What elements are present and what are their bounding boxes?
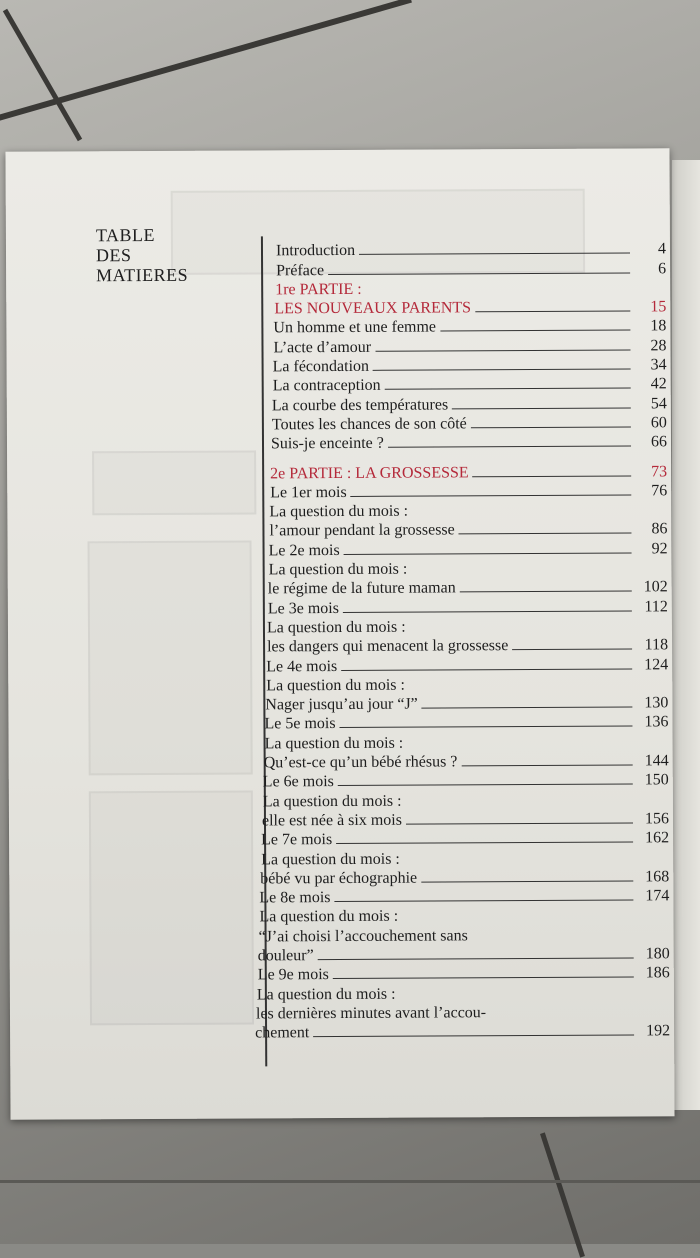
toc-entry-title: elle est née à six mois	[262, 812, 402, 830]
toc-entry	[247, 480, 667, 501]
toc-entry	[250, 962, 670, 983]
toc-entry-title: bébé vu par échographie	[260, 869, 417, 887]
toc-leader-line	[461, 764, 632, 766]
toc-leader-line	[472, 939, 634, 940]
toc-entry-page: 168	[639, 868, 669, 885]
toc-entry-page: 130	[638, 694, 668, 711]
toc-entry-page: 144	[639, 752, 669, 769]
toc-entry	[247, 393, 667, 414]
toc-entry-title: Préface	[276, 262, 324, 279]
toc-entry	[248, 557, 668, 578]
toc-entry-title: La question du mois :	[259, 908, 398, 926]
toc-leader-line	[373, 369, 631, 371]
toc-leader-line	[409, 688, 632, 689]
toc-entry	[248, 615, 668, 636]
toc-entry-title: les dangers qui menacent la grossesse	[267, 637, 508, 655]
toc-entry-title: Le 9e mois	[258, 966, 329, 983]
toc-entry-title: La question du mois :	[266, 676, 405, 694]
toc-entry-page: 102	[638, 579, 668, 596]
toc-entry-title: La fécondation	[273, 358, 369, 376]
toc-entry	[249, 769, 669, 790]
toc-leader-line	[340, 726, 633, 729]
toc-entry-page: 156	[639, 810, 669, 827]
tile-grout	[0, 1180, 700, 1183]
toc-entry-title: Le 7e mois	[261, 831, 332, 848]
toc-entry	[246, 315, 666, 336]
toc-leader-line	[338, 784, 633, 787]
toc-entry	[249, 750, 669, 771]
toc-entry	[248, 596, 668, 617]
toc-leader-line	[421, 880, 633, 882]
toc-entry	[247, 518, 667, 539]
toc-leader-line	[471, 426, 631, 428]
toc-entry	[249, 846, 669, 867]
toc-leader-line	[375, 349, 630, 351]
toc-leader-line	[512, 649, 632, 651]
toc-leader-line	[402, 920, 633, 921]
toc-entry	[246, 335, 666, 356]
toc-entry	[247, 499, 667, 520]
toc-entry-title: Le 3e mois	[268, 600, 339, 617]
toc-entry-page: 34	[637, 356, 667, 373]
page-edge	[672, 160, 700, 1110]
toc-entry-page: 92	[638, 540, 668, 557]
toc-entry-title: Le 4e mois	[266, 658, 337, 675]
toc-entry	[250, 1020, 670, 1041]
toc-leader-line	[410, 630, 632, 631]
toc-entry-page: 66	[637, 434, 667, 451]
toc-entry-title: La courbe des températures	[272, 396, 448, 414]
toc-entry	[249, 827, 669, 848]
toc-entry-page: 162	[639, 829, 669, 846]
toc-entry-title: Le 6e mois	[263, 773, 334, 790]
toc-entry-title: La question du mois :	[257, 985, 396, 1003]
toc-leader-line	[328, 272, 630, 275]
toc-entry-title: Le 1er mois	[270, 484, 347, 501]
toc-entry-page: 186	[640, 965, 670, 982]
toc-leader-line	[318, 957, 634, 960]
toc-entry-title: La question du mois :	[267, 619, 406, 637]
toc-entry-page: 54	[637, 395, 667, 412]
toc-entry-title: Le 2e mois	[269, 542, 340, 559]
show-through-image	[89, 790, 254, 1025]
toc-leader-line	[411, 573, 631, 574]
toc-entry-page: 4	[636, 241, 666, 258]
toc-leader-line	[406, 804, 633, 805]
toc-entry-page: 174	[639, 887, 669, 904]
toc-entry	[247, 373, 667, 394]
toc-entry-title: L’acte d’amour	[273, 339, 371, 357]
toc-leader-line	[490, 1016, 634, 1017]
show-through-image	[92, 450, 256, 515]
toc-leader-line	[388, 446, 631, 448]
toc-leader-line	[406, 822, 633, 824]
toc-leader-line	[366, 292, 631, 293]
toc-entry-title: l’amour pendant la grossesse	[269, 522, 454, 540]
toc-leader-line	[351, 494, 632, 496]
toc-entry-title: Le 8e mois	[259, 889, 330, 906]
toc-leader-line	[333, 977, 634, 980]
toc-entry-title: LES NOUVEAUX PARENTS	[274, 299, 471, 317]
toc-leader-line	[336, 842, 633, 845]
toc-entry	[248, 634, 668, 655]
toc-entry	[246, 238, 666, 259]
toc-entry	[248, 654, 668, 675]
toc-leader-line	[475, 311, 630, 313]
toc-entry-page: 150	[639, 772, 669, 789]
toc-entry-page: 192	[640, 1022, 670, 1039]
show-through-image	[88, 540, 253, 775]
toc-entry	[248, 673, 668, 694]
toc-leader-line	[452, 407, 631, 409]
toc-entry	[250, 982, 670, 1003]
toc-leader-line	[412, 515, 631, 516]
toc-leader-line	[422, 707, 633, 709]
toc-entry	[250, 1001, 670, 1022]
toc-entry	[246, 277, 666, 298]
toc-entry-title: Le 5e mois	[264, 715, 335, 732]
toc-entry-title: 2e PARTIE : LA GROSSESSE	[270, 464, 469, 482]
toc-entry	[248, 711, 668, 732]
toc-entry-title: La question du mois :	[269, 503, 408, 521]
toc-entry-title: 1re PARTIE :	[275, 281, 362, 298]
toc-entry-page: 18	[636, 318, 666, 335]
toc-entry-title: La question du mois :	[269, 561, 408, 579]
toc-entry	[247, 354, 667, 375]
toc-entry-page: 6	[636, 260, 666, 277]
toc-heading-line: MATIERES	[96, 265, 188, 285]
toc-entry-page: 76	[637, 482, 667, 499]
toc-entry-page: 15	[636, 298, 666, 315]
toc-entry	[248, 692, 668, 713]
toc-entry-title: les dernières minutes avant l’accou-	[256, 1004, 486, 1022]
toc-entry-title: Un homme et une femme	[273, 319, 436, 337]
toc-leader-line	[343, 610, 632, 613]
toc-entry	[249, 866, 669, 887]
toc-leader-line	[459, 533, 632, 535]
toc-entry-page: 124	[638, 656, 668, 673]
toc-entry	[249, 904, 669, 925]
toc-entry	[246, 258, 666, 279]
toc-entry	[249, 808, 669, 829]
toc-leader-line	[460, 591, 632, 593]
toc-entry-page: 118	[638, 637, 668, 654]
toc-leader-line	[359, 253, 630, 255]
toc-entry-page: 28	[636, 337, 666, 354]
toc-entry-title: La question du mois :	[263, 792, 402, 810]
toc-entry-title: “J’ai choisi l’accouchement sans	[259, 927, 468, 945]
toc-entry-page: 112	[638, 598, 668, 615]
toc-entry-page: 60	[637, 414, 667, 431]
toc-heading	[96, 225, 188, 285]
toc-entry-page: 136	[638, 714, 668, 731]
toc-entry-title: le régime de la future maman	[268, 580, 456, 598]
toc-leader-line	[313, 1035, 634, 1038]
toc-entry-page: 180	[640, 945, 670, 962]
toc-leader-line	[404, 862, 633, 863]
toc-heading-line: DES	[96, 245, 188, 265]
toc-entry-title: chement	[255, 1024, 309, 1041]
toc-leader-line	[473, 475, 632, 477]
toc-entry	[246, 296, 666, 317]
toc-entry-title: Introduction	[276, 242, 355, 259]
toc-entry-title: La contraception	[273, 377, 381, 395]
toc-leader-line	[440, 330, 630, 332]
toc-entry-title: Suis-je enceinte ?	[271, 435, 384, 453]
toc-entry	[247, 461, 667, 482]
toc-entry-title: Qu’est-ce qu’un bébé rhésus ?	[264, 753, 458, 771]
toc-list	[246, 238, 670, 1041]
toc-leader-line	[400, 997, 634, 998]
toc-entry	[250, 943, 670, 964]
book-page	[5, 148, 674, 1119]
toc-entry-page: 73	[637, 463, 667, 480]
toc-entry	[249, 885, 669, 906]
toc-entry	[250, 924, 670, 945]
toc-entry-title: Toutes les chances de son côté	[272, 415, 467, 433]
toc-leader-line	[344, 552, 632, 555]
toc-entry	[248, 538, 668, 559]
toc-leader-line	[341, 668, 632, 671]
toc-entry-page: 42	[637, 376, 667, 393]
toc-leader-line	[334, 900, 633, 903]
toc-entry	[249, 789, 669, 810]
toc-heading-line: TABLE	[96, 225, 188, 245]
toc-entry-title: douleur”	[258, 947, 314, 964]
toc-entry-title: La question du mois :	[265, 734, 404, 752]
toc-leader-line	[407, 746, 632, 747]
toc-entry-title: La question du mois :	[261, 850, 400, 868]
toc-entry	[249, 731, 669, 752]
toc-entry	[247, 412, 667, 433]
toc-entry-page: 86	[637, 521, 667, 538]
toc-leader-line	[385, 388, 631, 390]
toc-entry	[248, 576, 668, 597]
toc-entry-title: Nager jusqu’au jour “J”	[265, 696, 417, 714]
toc-entry	[247, 431, 667, 452]
